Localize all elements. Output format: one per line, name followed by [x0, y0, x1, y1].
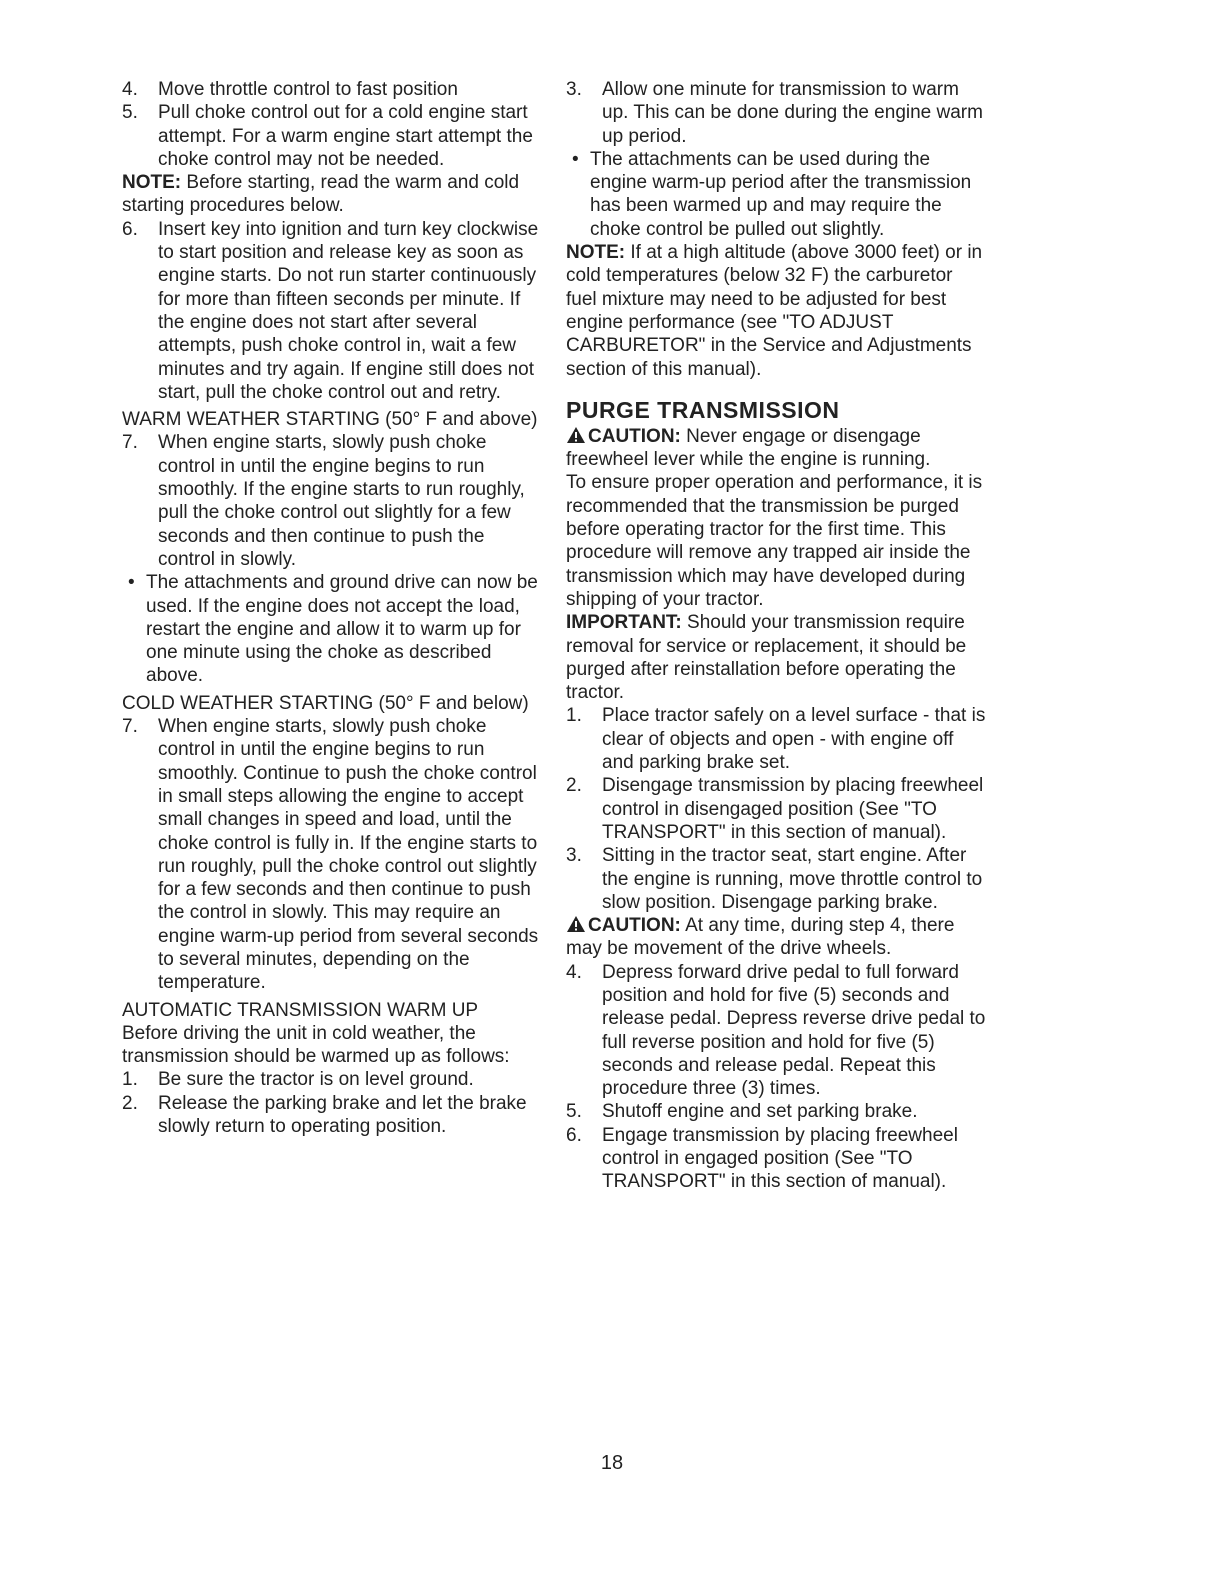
item-text: Shutoff engine and set parking brake.	[602, 1101, 918, 1123]
caution-paragraph	[566, 425, 986, 472]
item-text: Engage transmission by placing freewheel control in engaged position (See "TO TRANSPORT" in this section of manual).	[602, 1124, 958, 1193]
page-number: 18	[600, 1452, 624, 1474]
right-column	[566, 78, 986, 1194]
caution-label: CAUTION:	[588, 915, 681, 937]
item-number: 1.	[122, 1069, 138, 1091]
item-text: Place tractor safely on a level surface - that is clear of objects and open - with engine off and parking brake set.	[602, 705, 986, 774]
list-item	[566, 704, 986, 774]
item-text: Depress forward drive pedal to full forward position and hold for five (5) seconds and release pedal. Depress reverse drive pedal to full reverse position and hold for five (5) seconds and release pedal. Repeat this procedure three (3) times.	[602, 961, 986, 1100]
auto-transmission-intro: Before driving the unit in cold weather, the transmission should be warmed up as follows:	[122, 1022, 510, 1068]
cold-weather-heading: COLD WEATHER STARTING (50° F and below)	[122, 692, 529, 714]
item-number: 5.	[122, 102, 138, 124]
list-item	[122, 715, 542, 995]
bullet-item	[122, 571, 542, 687]
purge-transmission-heading: PURGE TRANSMISSION	[566, 396, 840, 423]
item-number: 7.	[122, 432, 138, 454]
item-number: 2.	[122, 1092, 138, 1114]
list-item	[122, 431, 542, 571]
item-text: Release the parking brake and let the brake slowly return to operating position.	[158, 1092, 527, 1138]
left-column	[122, 78, 542, 1138]
item-text: Pull choke control out for a cold engine start attempt. For a warm engine start attempt the choke control may not be needed.	[158, 102, 533, 170]
item-text: Allow one minute for transmission to warm up. This can be done during the engine warm up period.	[602, 79, 983, 147]
item-number: 6.	[566, 1124, 582, 1146]
auto-transmission-heading: AUTOMATIC TRANSMISSION WARM UP	[122, 999, 479, 1021]
item-text: Insert key into ignition and turn key clockwise to start position and release key as soon as engine starts. Do not run starter continuously for more than fifteen seconds per minute. If the engine does not start after several attempts, push choke control in, wait a few minutes and try again. If engine still does not start, pull the choke control out and retry.	[158, 218, 539, 403]
list-item	[122, 218, 542, 404]
warm-weather-heading: WARM WEATHER STARTING (50° F and above)	[122, 409, 538, 431]
list-item	[566, 78, 986, 148]
note-label: NOTE:	[122, 172, 182, 194]
item-text: When engine starts, slowly push choke control in until the engine begins to run smoothly. If the engine starts to run roughly, pull the choke control out slightly for a few seconds and then continue to push the control in slowly.	[158, 432, 525, 570]
list-item	[122, 1092, 542, 1139]
list-item	[566, 1124, 986, 1194]
bullet-dot: •	[128, 572, 135, 594]
caution-text: At any time, during step 4, there may be movement of the drive wheels.	[566, 915, 955, 960]
important-label: IMPORTANT:	[566, 612, 682, 634]
list-item	[566, 1100, 986, 1123]
list-item	[566, 961, 986, 1101]
note-text: If at a high altitude (above 3000 feet) or in cold temperatures (below 32 F) the carburetor fuel mixture may need to be adjusted for best engine performance (see "TO ADJUST CARBURETOR" in the Service and Adjustments section of this manual).	[566, 242, 983, 380]
item-number: 7.	[122, 716, 138, 738]
item-number: 4.	[122, 79, 138, 100]
list-item	[122, 1068, 542, 1091]
list-item	[566, 774, 986, 844]
bullet-text: The attachments can be used during the engine warm-up period after the transmission has been warmed up and may require the choke control be pulled out slightly.	[590, 148, 972, 240]
note-paragraph	[566, 241, 986, 381]
caution-paragraph	[566, 914, 986, 961]
purge-intro: To ensure proper operation and performance, it is recommended that the transmission be purged before operating tractor for the first time. This procedure will remove any trapped air inside the transmission which may have developed during shipping of your tractor.	[566, 472, 983, 610]
item-text: Move throttle control to fast position	[158, 79, 458, 100]
warning-triangle-icon	[566, 915, 586, 933]
important-paragraph	[566, 611, 986, 704]
item-number: 1.	[566, 705, 582, 727]
note-label: NOTE:	[566, 242, 626, 264]
item-number: 3.	[566, 845, 582, 867]
item-text: Disengage transmission by placing freewheel control in disengaged position (See "TO TRANSPORT" in this section of manual).	[602, 775, 984, 843]
note-paragraph	[122, 171, 542, 218]
list-item	[566, 844, 986, 914]
item-text: When engine starts, slowly push choke control in until the engine begins to run smoothly. Continue to push the choke control in small steps allowing the engine to accept small changes in speed and load, until the choke control is fully in. If the engine starts to run roughly, pull the choke control out slightly for a few seconds and then continue to push the control in slowly. This may require an engine warm-up period from several seconds to several minutes, depending on the temperature.	[158, 716, 539, 994]
important-text: Should your transmission require removal for service or replacement, it should be purged after reinstallation before operating the tractor.	[566, 612, 967, 704]
item-text: Sitting in the tractor seat, start engine. After the engine is running, move throttle control to slow position. Disengage parking brake.	[602, 845, 983, 913]
item-number: 2.	[566, 775, 582, 797]
note-text: Before starting, read the warm and cold starting procedures below.	[122, 172, 520, 217]
caution-text: Never engage or disengage freewheel lever while the engine is running.	[566, 425, 931, 471]
item-number: 6.	[122, 218, 138, 240]
item-number: 3.	[566, 79, 582, 100]
bullet-text: The attachments and ground drive can now be used. If the engine does not accept the load, restart the engine and allow it to warm up for one minute using the choke as described above.	[146, 572, 538, 687]
item-number: 4.	[566, 961, 582, 983]
list-item	[122, 101, 542, 171]
bullet-item	[566, 148, 986, 241]
caution-label: CAUTION:	[588, 425, 681, 447]
warning-triangle-icon	[566, 426, 586, 444]
list-item	[122, 78, 542, 101]
item-text: Be sure the tractor is on level ground.	[158, 1069, 474, 1091]
item-number: 5.	[566, 1101, 582, 1123]
bullet-dot: •	[572, 148, 579, 170]
